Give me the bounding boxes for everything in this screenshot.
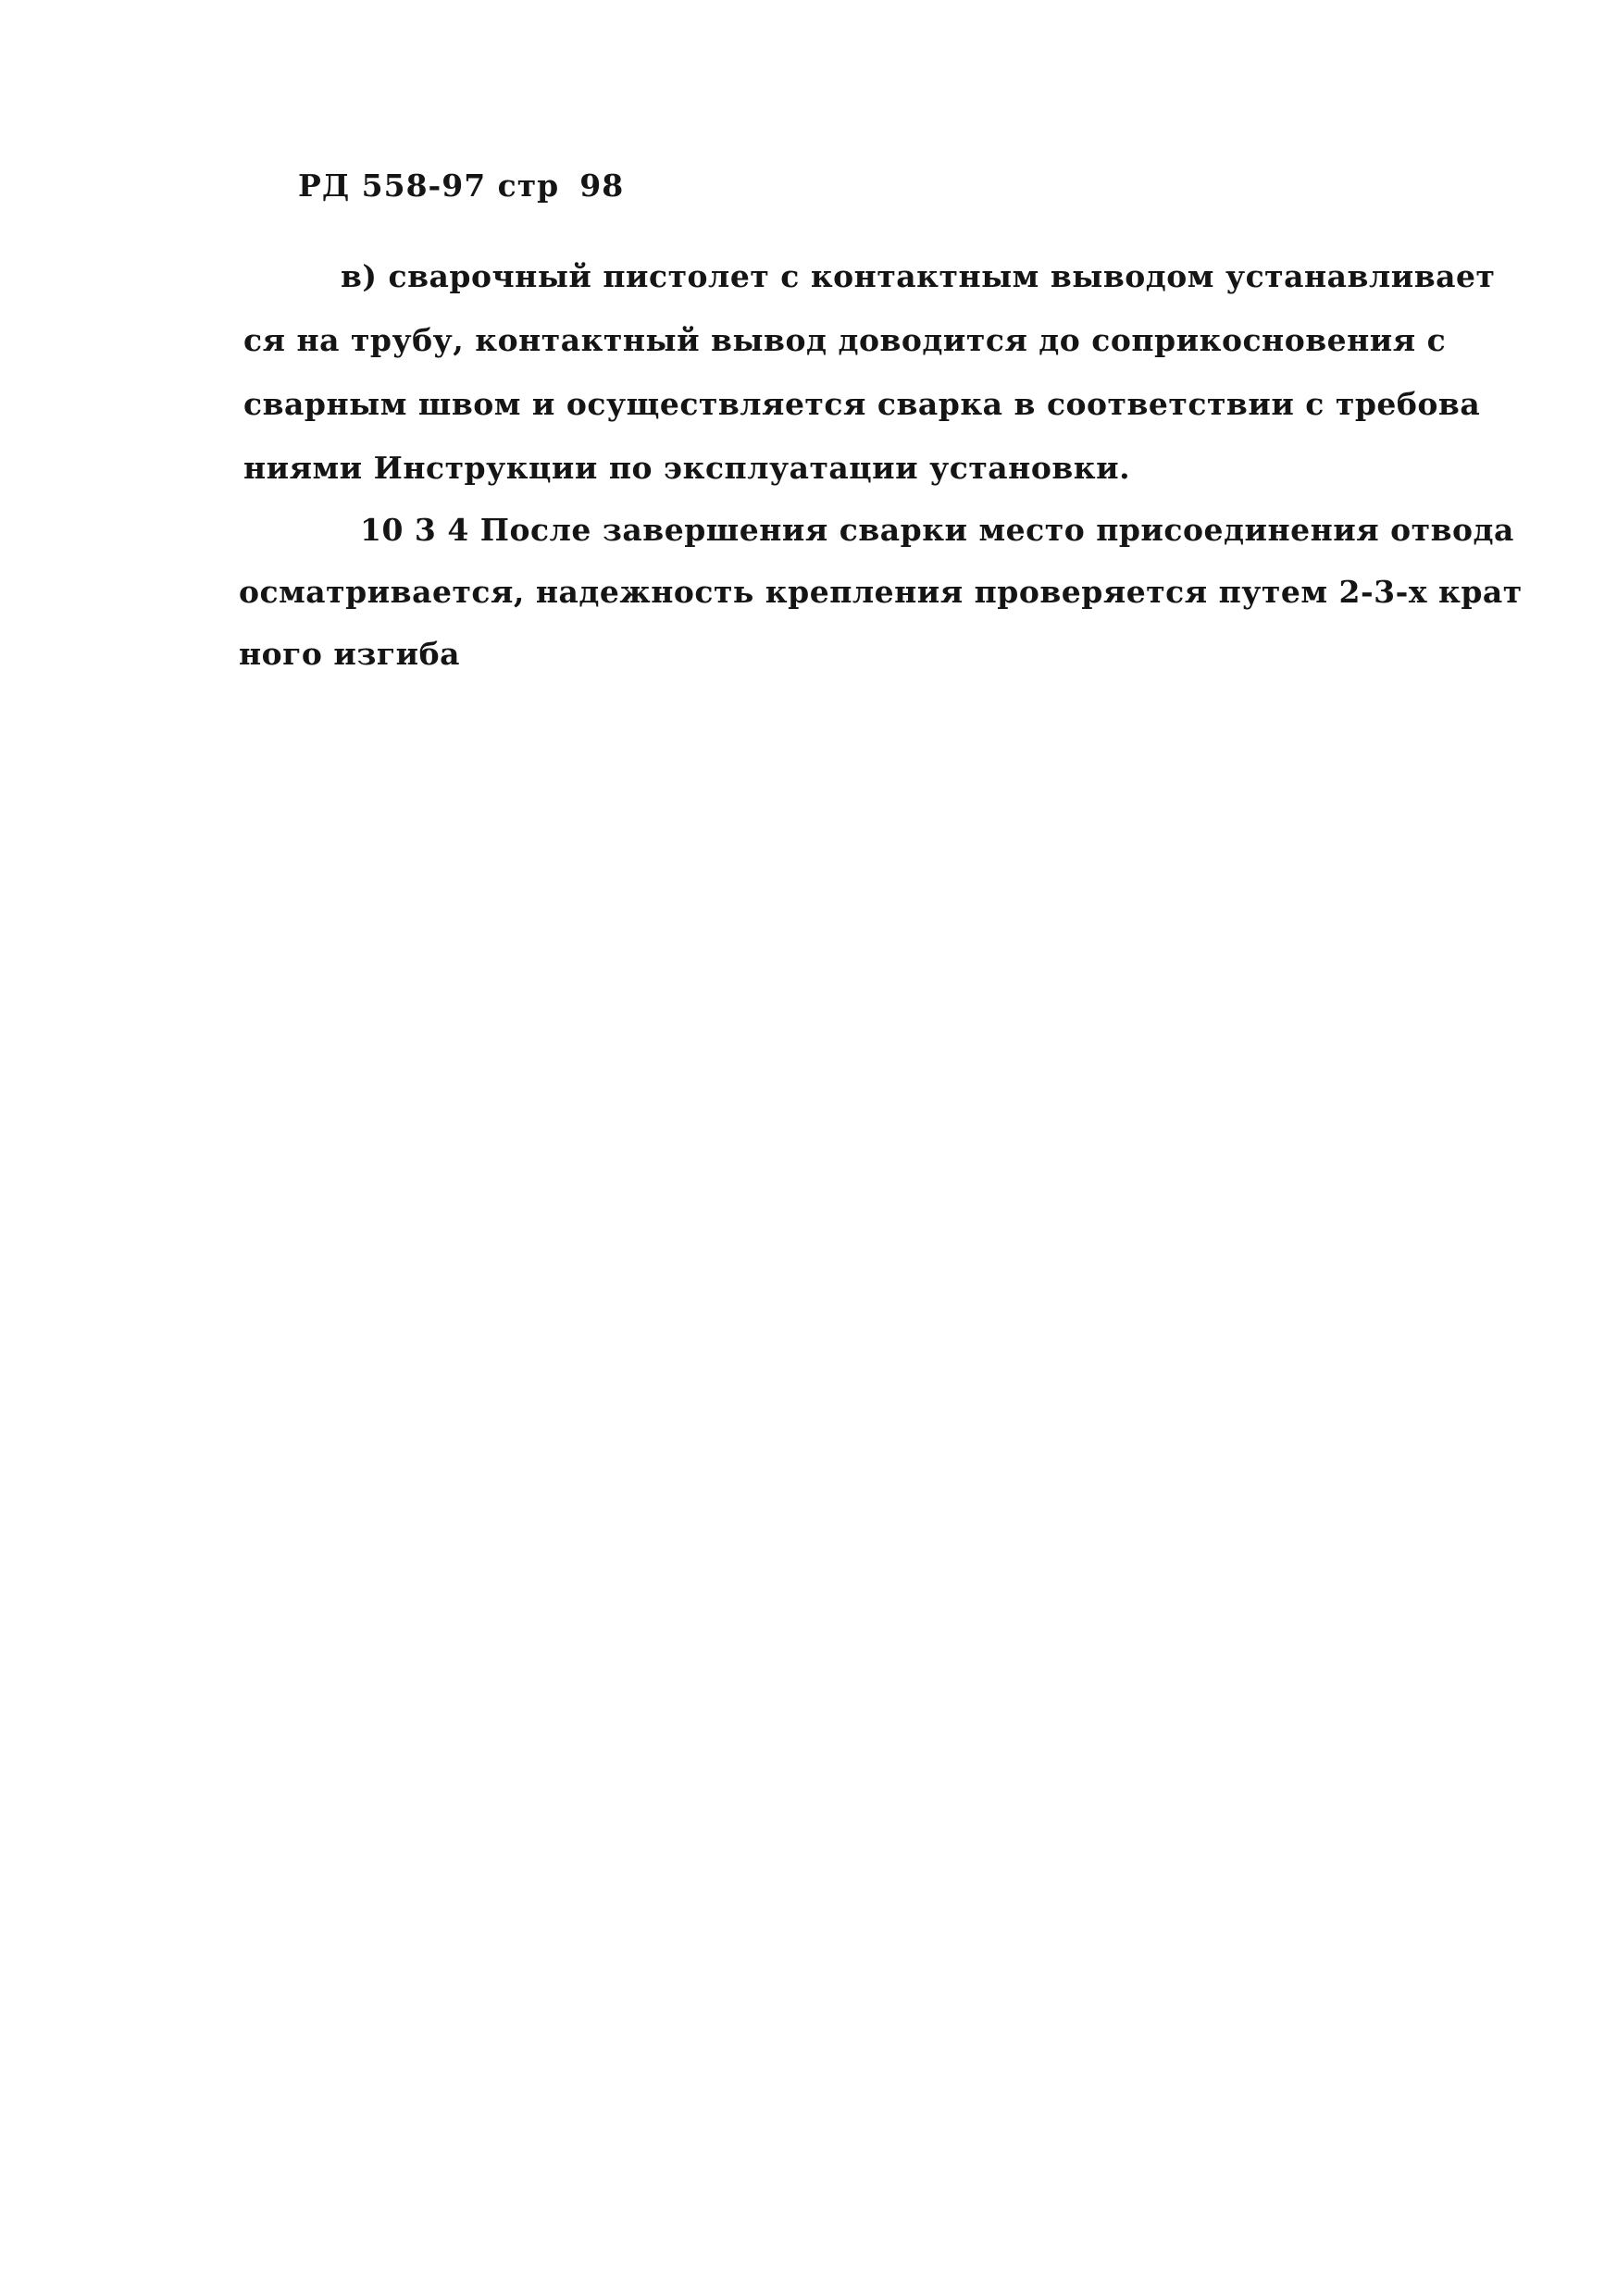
text-line-7: ного изгиба <box>239 636 461 672</box>
page-number: 98 <box>579 168 625 204</box>
page-header <box>298 168 624 204</box>
text-line-1: в) сварочный пистолет с контактным выводом устанавливает <box>341 258 1496 294</box>
text-line-2: ся на трубу, контактный вывод доводится до соприкосновения с <box>243 322 1447 358</box>
text-line-3: сварным швом и осуществляется сварка в соответствии с требова <box>243 386 1481 422</box>
document-code: РД 558-97 стр <box>298 168 560 204</box>
text-line-6: осматривается, надежность крепления проверяется путем 2-3-х крат <box>239 574 1523 610</box>
text-line-5: 10 3 4 После завершения сварки место присоединения отвода <box>360 512 1514 548</box>
text-line-4: ниями Инструкции по эксплуатации установки. <box>243 450 1131 486</box>
